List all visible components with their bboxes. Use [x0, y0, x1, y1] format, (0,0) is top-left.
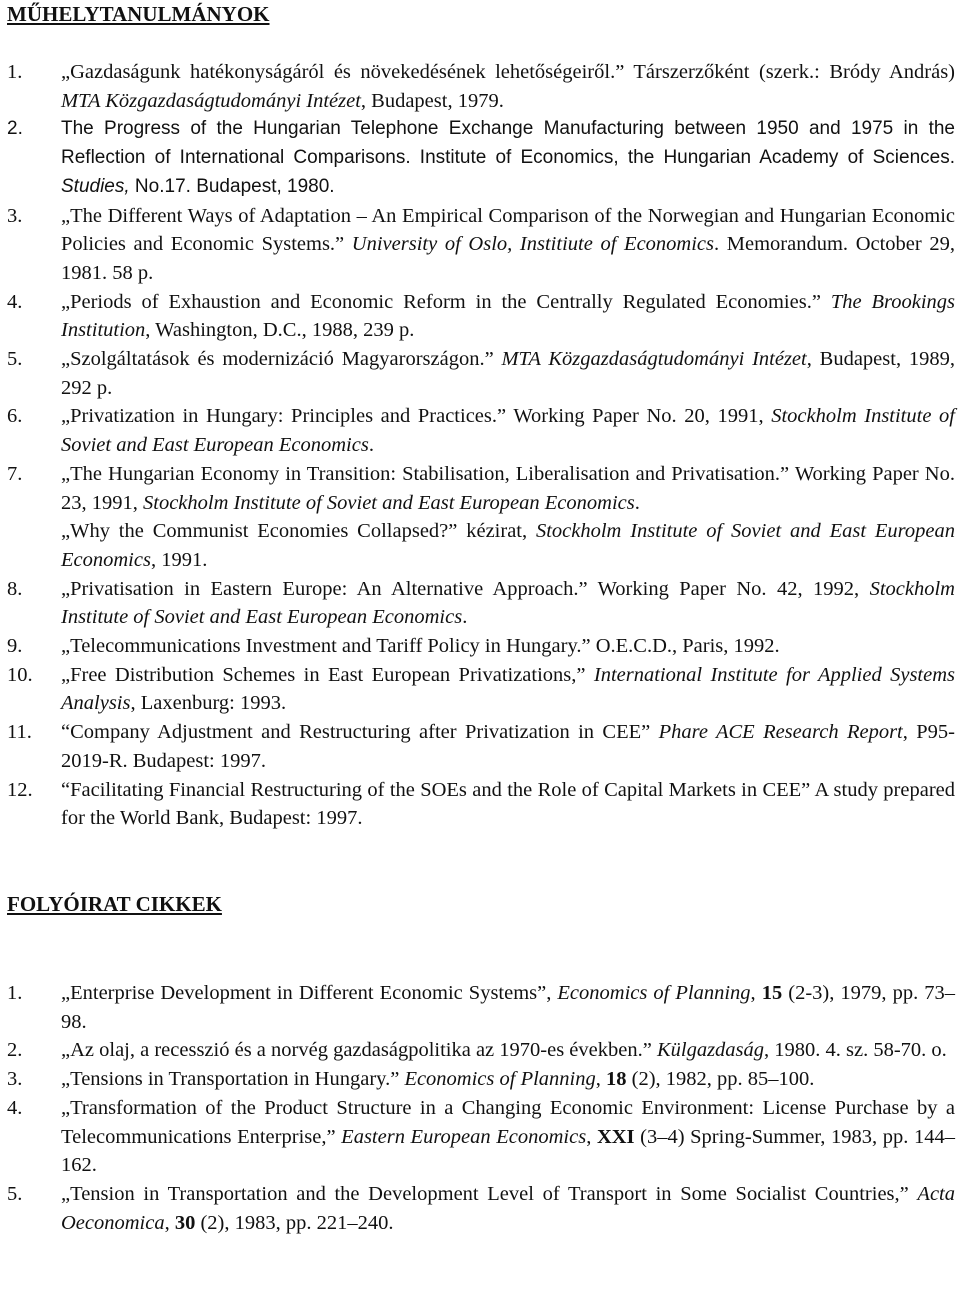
item-text-end: . [462, 606, 468, 629]
item-text: „Tension in Transportation and the Development Level of Transport in Some Socialist Countries,” [61, 1182, 918, 1205]
item-italic: University of Oslo, Institiute of Economics [351, 233, 715, 256]
item-text: „Periods of Exhaustion and Economic Reform in the Centrally Regulated Economies.” [61, 290, 831, 313]
section-title-folyoirat-cikkek: FOLYÓIRAT CIKKEK [7, 892, 222, 916]
item-number: 3. [7, 1068, 23, 1091]
item-italic: Economics of Planning [404, 1068, 596, 1091]
journal-articles-list [7, 979, 955, 1237]
item-text: „The Different Ways of Adaptation – An Empirical Comparison of the Norwegian and Hungarian Economic Policies and Economic Systems.” [61, 204, 955, 256]
item-text: „Gazdaságunk hatékonyságáról és növekedésének lehetőségeiről.” Társzerzőként (szerk.: Bródy András) [61, 61, 955, 83]
list-item [7, 460, 955, 575]
list-item [7, 575, 955, 632]
item-text-end: (2), 1982, pp. 85–100. [626, 1068, 815, 1091]
item-number: 2. [7, 118, 23, 140]
list-item [7, 1094, 955, 1180]
item-text-end: , Washington, D.C., 1988, 239 p. [145, 319, 415, 342]
item-extra-end: , 1991. [150, 548, 208, 571]
list-item [7, 776, 955, 833]
item-italic: Economics of Planning [557, 982, 751, 1004]
list-item [7, 345, 955, 402]
item-number: 2. [7, 1039, 23, 1062]
item-italic: Studies, [61, 175, 130, 197]
item-number: 8. [7, 577, 23, 600]
item-text: „Free Distribution Schemes in East European Privatizations,” [61, 663, 594, 686]
item-number: 7. [7, 462, 23, 485]
item-number: 12. [7, 778, 33, 801]
item-number: 6. [7, 405, 23, 428]
item-volume: 30 [174, 1211, 196, 1234]
item-italic: MTA Közgazdaságtudományi Intézet [501, 348, 807, 371]
item-extra-text: „Why the Communist Economies Collapsed?” kézirat, [61, 520, 536, 543]
list-item [7, 661, 955, 718]
item-text: „Privatization in Hungary: Principles and Practices.” Working Paper No. 20, 1991, [61, 405, 772, 428]
item-number: 4. [7, 1096, 23, 1119]
list-item [7, 115, 955, 201]
item-number: 4. [7, 290, 23, 313]
item-italic: Acta Oeconomica [61, 1182, 955, 1234]
item-italic: MTA Közgazdaságtudományi Intézet [61, 89, 361, 112]
list-item [7, 202, 955, 288]
item-text: “Company Adjustment and Restructuring after Privatization in CEE” [61, 721, 659, 744]
item-volume: 18 [606, 1068, 627, 1091]
working-papers-list [7, 58, 955, 833]
list-item [7, 1065, 955, 1094]
list-item [7, 979, 955, 1036]
item-text-end: No.17. Budapest, 1980. [129, 175, 335, 197]
item-italic: Phare ACE Research Report [658, 721, 903, 744]
item-number: 5. [7, 348, 23, 371]
item-number: 10. [7, 663, 33, 686]
item-italic: Külgazdaság [656, 1039, 765, 1062]
item-text: „Transformation of the Product Structure in a Changing Economic Environment: License Purchase by a Telecommunications Enterprise,” [61, 1096, 955, 1148]
item-text: „Telecommunications Investment and Tariff Policy in Hungary.” O.E.C.D., Paris, 1992. [61, 635, 780, 658]
section-title-muhelytanulmanyok: MŰHELYTANULMÁNYOK [7, 2, 270, 26]
item-number: 5. [7, 1182, 23, 1205]
item-text-end: , Laxenburg: 1993. [130, 692, 287, 715]
item-text-end: . [368, 434, 374, 457]
list-item [7, 632, 955, 661]
item-text-end: , Budapest, 1989, 292 p. [61, 348, 956, 399]
item-text: “Facilitating Financial Restructuring of the SOEs and the Role of Capital Markets in CEE” A study prepared for the World Bank, Budapest: 1997. [61, 778, 955, 830]
item-sep: , [750, 982, 762, 1004]
list-item [7, 288, 955, 345]
item-extra-italic: Stockholm Institute of Soviet and East European Economics [61, 520, 955, 571]
item-text: „The Hungarian Economy in Transition: Stabilisation, Liberalisation and Privatisation.” Working Paper No. 23, 1991, [61, 462, 955, 514]
item-italic: Stockholm Institute of Soviet and East European Economics [61, 405, 955, 457]
list-item [7, 1036, 955, 1065]
item-italic: International Institute for Applied Systems Analysis [61, 663, 955, 715]
item-text-end: (2-3), 1979, pp. 73–98. [61, 982, 955, 1033]
item-text-end: , 1980. 4. sz. 58-70. o. [764, 1039, 947, 1062]
list-item [7, 58, 955, 115]
item-number: 3. [7, 204, 23, 227]
item-text: „Az olaj, a recesszió és a norvég gazdaságpolitika az 1970-es években.” [61, 1039, 657, 1062]
item-text-end: (3–4) Spring-Summer, 1983, pp. 144–162. [61, 1125, 955, 1177]
item-number: 1. [7, 982, 23, 1004]
item-sep: , [164, 1211, 175, 1234]
item-text-end: . [634, 491, 640, 514]
item-italic: Stockholm Institute of Soviet and East European Economics [61, 577, 955, 629]
item-italic: The Brookings Institution [61, 290, 955, 342]
item-text: „Szolgáltatások és modernizáció Magyarországon.” [61, 348, 502, 371]
item-text: „Tensions in Transportation in Hungary.” [61, 1068, 405, 1091]
item-number: 11. [7, 721, 32, 744]
item-text-end: . Memorandum. October 29, 1981. 58 p. [61, 233, 956, 284]
item-text: „Enterprise Development in Different Economic Systems”, [61, 982, 558, 1004]
item-text: The Progress of the Hungarian Telephone Exchange Manufacturing between 1950 and 1975 in the Reflection of International Comparisons. Institute of Economics, the Hungarian Academy of Sciences. [61, 118, 955, 169]
item-text-end: , Budapest, 1979. [360, 89, 504, 112]
item-italic: Stockholm Institute of Soviet and East European Economics [143, 491, 635, 514]
list-item [7, 402, 955, 459]
list-item [7, 718, 955, 775]
item-number: 1. [7, 61, 23, 83]
item-sep: , [586, 1125, 597, 1148]
item-volume: XXI [596, 1125, 635, 1148]
item-number: 9. [7, 635, 23, 658]
item-volume: 15 [761, 982, 783, 1004]
item-sep: , [595, 1068, 606, 1091]
item-text-end: (2), 1983, pp. 221–240. [195, 1211, 394, 1234]
list-item [7, 1180, 955, 1237]
item-text: „Privatisation in Eastern Europe: An Alternative Approach.” Working Paper No. 42, 1992, [61, 577, 870, 600]
item-italic: Eastern European Economics [341, 1125, 587, 1148]
item-text-end: , P95-2019-R. Budapest: 1997. [61, 721, 955, 772]
